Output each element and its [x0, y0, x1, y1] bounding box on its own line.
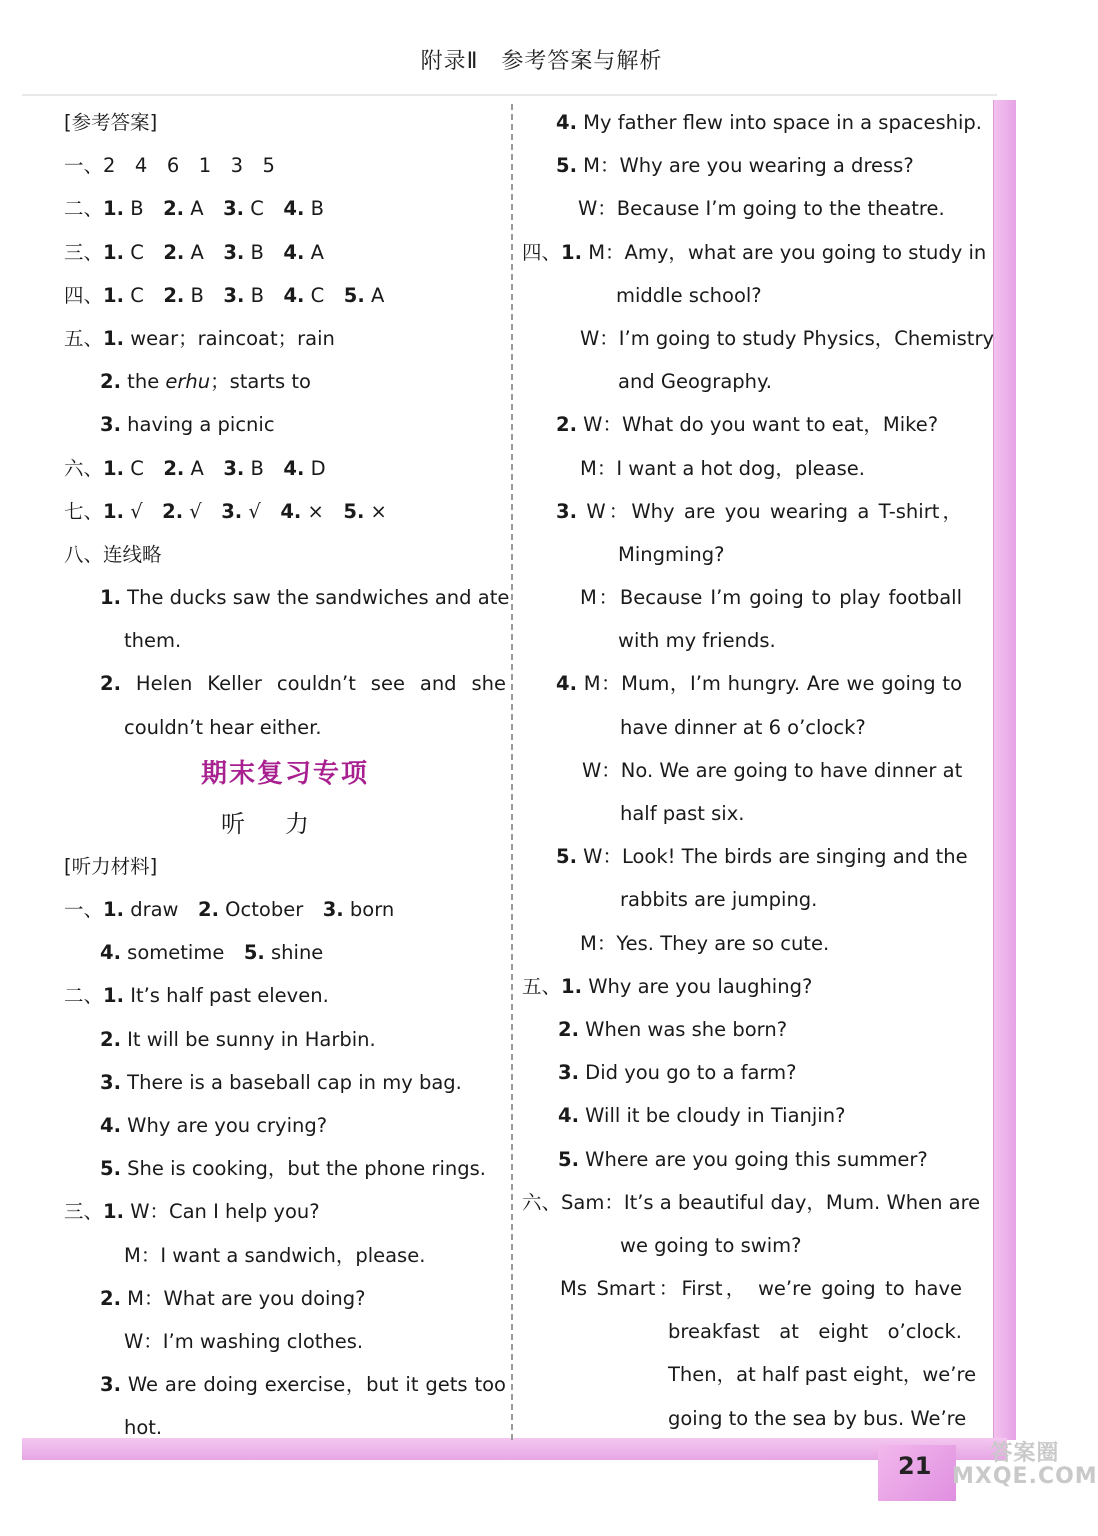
text-line — [64, 1195, 506, 1238]
text-segment: 八、连线略 — [64, 542, 162, 566]
text-segment: 一、2 4 6 1 3 5 — [64, 154, 275, 178]
text-segment: 一、 — [64, 898, 104, 921]
text-segment: B — [244, 240, 284, 264]
text-segment: 五、 — [522, 974, 562, 998]
text-line — [522, 624, 962, 667]
text-segment: born — [343, 898, 395, 921]
text-segment: 听力 — [221, 809, 349, 838]
text-line — [522, 1056, 962, 1099]
item-number: 5. — [556, 154, 577, 178]
text-line — [522, 581, 962, 624]
text-line — [64, 1066, 506, 1109]
text-line — [64, 1368, 506, 1411]
text-line — [522, 408, 962, 451]
text-segment: √ — [183, 499, 222, 523]
text-segment: 二、 — [64, 197, 104, 221]
text-segment: C — [124, 456, 164, 480]
item-number: 2. — [163, 197, 185, 221]
text-segment: C — [304, 283, 344, 307]
item-number: 2. — [163, 240, 185, 264]
text-segment: having a picnic — [120, 413, 275, 437]
item-number: 1. — [561, 974, 582, 998]
text-line — [64, 936, 506, 979]
text-segment: M：I want a hot dog，please. — [580, 456, 865, 480]
text-segment: erhu — [165, 370, 211, 394]
text-line — [522, 322, 995, 365]
text-segment: sometime — [120, 941, 244, 965]
text-segment: 二、 — [64, 984, 104, 1008]
text-segment: M：Amy，what are you going to study in — [582, 240, 987, 264]
text-segment: B — [184, 283, 224, 307]
item-number: 3. — [558, 1061, 579, 1085]
item-number: 5. — [243, 941, 265, 965]
text-segment: we going to swim? — [620, 1233, 802, 1257]
item-number: 3. — [556, 499, 577, 523]
text-segment: M：Because I’m going to play football — [580, 586, 962, 610]
item-number: 1. — [103, 456, 124, 480]
text-line — [64, 1282, 506, 1325]
text-segment: [听力材料] — [64, 854, 158, 878]
text-line — [522, 452, 962, 495]
item-number: 5. — [556, 845, 577, 869]
item-number: 2. — [162, 499, 184, 523]
item-number: 4. — [556, 672, 577, 696]
text-segment: [参考答案] — [64, 111, 158, 134]
text-segment: 五、 — [64, 326, 104, 350]
text-segment: W：Look! The birds are singing and the — [576, 845, 968, 869]
item-number: 2. — [100, 1286, 121, 1310]
text-segment: couldn’t hear either. — [124, 715, 322, 739]
item-number: 5. — [558, 1147, 579, 1171]
item-number: 1. — [103, 283, 124, 307]
text-segment: middle school? — [616, 283, 762, 307]
text-line — [64, 408, 506, 451]
text-segment: Where are you going this summer? — [578, 1147, 928, 1171]
text-segment: 三、 — [64, 1200, 104, 1224]
item-number: 4. — [283, 456, 305, 480]
text-line — [522, 840, 968, 883]
text-line — [522, 1013, 962, 1056]
text-line — [64, 850, 506, 893]
text-line — [522, 1402, 967, 1445]
item-number: 3. — [221, 499, 243, 523]
text-line — [64, 667, 506, 710]
text-segment: 期末复习专项 — [200, 758, 369, 789]
text-segment: Mingming? — [618, 542, 725, 566]
text-segment: √ — [124, 499, 163, 523]
text-segment: W：No. We are going to have dinner at — [582, 758, 963, 782]
text-segment: It’s half past eleven. — [124, 984, 329, 1008]
text-segment: W：Can I help you? — [124, 1200, 320, 1224]
item-number: 1. — [103, 984, 124, 1008]
text-segment: She is cooking，but the phone rings. — [120, 1157, 486, 1181]
text-segment: with my friends. — [618, 629, 776, 653]
text-segment: It will be sunny in Harbin. — [120, 1027, 376, 1051]
text-line — [522, 970, 962, 1013]
text-line — [64, 236, 506, 279]
text-line — [522, 1186, 981, 1229]
text-segment: A — [364, 283, 385, 307]
item-number: 3. — [223, 240, 245, 264]
text-line — [522, 149, 962, 192]
text-line — [64, 979, 506, 1022]
item-number: 1. — [103, 499, 124, 523]
item-number: 4. — [280, 499, 302, 523]
item-number: 2. — [556, 413, 577, 437]
text-line — [64, 893, 506, 936]
page-header-title: 附录Ⅱ 参考答案与解析 — [420, 49, 663, 74]
text-line — [64, 1023, 506, 1066]
side-decoration-bar — [993, 100, 1016, 1440]
text-line — [522, 192, 962, 235]
text-segment: M：Mum，I’m hungry. Are we going to — [576, 672, 962, 696]
text-segment: 七、 — [64, 499, 104, 523]
text-line — [522, 1358, 977, 1401]
item-number: 1. — [103, 898, 124, 921]
text-line — [64, 1152, 506, 1195]
text-segment: √ — [242, 499, 281, 523]
item-number: 3. — [223, 456, 245, 480]
text-line — [64, 538, 506, 581]
text-segment: hot. — [124, 1416, 163, 1440]
text-segment: W：I’m going to study Physics，Chemistry — [580, 326, 995, 350]
text-line — [522, 106, 982, 149]
text-segment: B — [304, 197, 324, 221]
text-segment: 四、 — [64, 283, 104, 307]
text-segment: and Geography. — [618, 370, 772, 394]
item-number: 2. — [558, 1017, 579, 1041]
item-number: 2. — [198, 898, 219, 921]
text-segment: B — [244, 456, 284, 480]
text-segment: ；starts to — [210, 370, 311, 394]
text-segment: W：What do you want to eat，Mike? — [576, 413, 939, 437]
text-segment: D — [304, 456, 326, 480]
item-number: 3. — [223, 197, 245, 221]
page-number: 21 — [898, 1452, 932, 1480]
text-line — [522, 927, 962, 970]
text-segment: the — [120, 370, 166, 394]
text-segment: them. — [124, 629, 182, 653]
text-segment: A — [184, 197, 224, 221]
text-segment: 四、 — [522, 240, 562, 264]
text-segment: M：Why are you wearing a dress? — [576, 154, 914, 178]
text-segment: Did you go to a farm? — [578, 1061, 797, 1085]
item-number: 2. — [100, 1027, 121, 1051]
item-number: 2. — [163, 456, 185, 480]
text-segment: A — [184, 456, 224, 480]
text-line — [64, 279, 506, 322]
text-segment: The ducks saw the sandwiches and ate — [120, 586, 510, 610]
text-line — [64, 192, 506, 235]
text-segment: W：I’m washing clothes. — [124, 1329, 364, 1353]
text-line — [522, 538, 962, 581]
section-subtitle — [64, 804, 506, 850]
text-segment: A — [304, 240, 324, 264]
text-line — [522, 754, 962, 797]
text-segment: Ms Smart：First， we’re going to have — [560, 1277, 962, 1301]
text-line — [64, 106, 506, 149]
item-number: 1. — [103, 240, 124, 264]
text-segment: Helen Keller couldn’t see and she — [120, 672, 506, 696]
text-line — [522, 797, 962, 840]
text-line — [64, 149, 506, 192]
item-number: 3. — [322, 898, 344, 921]
text-segment: There is a baseball cap in my bag. — [120, 1070, 462, 1094]
text-line — [522, 711, 962, 754]
item-number: 1. — [103, 197, 124, 221]
item-number: 1. — [100, 586, 121, 610]
text-segment: My father flew into space in a spaceship. — [576, 111, 982, 134]
text-segment: C — [124, 283, 164, 307]
text-segment: 六、Sam：It’s a beautiful day，Mum. When are — [522, 1190, 981, 1214]
item-number: 3. — [100, 1070, 121, 1094]
text-line — [64, 1411, 506, 1454]
text-segment: half past six. — [620, 802, 745, 825]
text-line — [522, 1099, 962, 1142]
item-number: 3. — [100, 1373, 121, 1397]
text-segment: Why are you laughing? — [582, 974, 813, 998]
text-segment: October — [218, 898, 323, 921]
text-segment: rabbits are jumping. — [620, 888, 818, 912]
item-number: 3. — [100, 413, 121, 437]
text-segment: shine — [264, 941, 324, 965]
text-segment: Then，at half past eight，we’re — [668, 1363, 977, 1387]
text-segment: We are doing exercise，but it gets too — [120, 1373, 506, 1397]
item-number: 5. — [343, 283, 365, 307]
item-number: 3. — [223, 283, 245, 307]
item-number: 4. — [283, 197, 305, 221]
text-line — [522, 667, 962, 710]
text-line — [522, 279, 962, 322]
text-segment: W：Because I’m going to the theatre. — [578, 197, 945, 221]
text-segment: When was she born? — [578, 1017, 788, 1041]
item-number: 4. — [283, 283, 305, 307]
text-line — [64, 1109, 506, 1152]
text-line — [64, 624, 506, 667]
text-line — [64, 1325, 506, 1368]
text-line — [522, 1229, 962, 1272]
text-line — [522, 1143, 962, 1186]
item-number: 2. — [100, 672, 121, 696]
text-segment: B — [244, 283, 284, 307]
item-number: 2. — [100, 370, 121, 394]
item-number: 4. — [283, 240, 305, 264]
item-number: 2. — [163, 283, 185, 307]
left-column — [64, 106, 510, 1454]
text-line — [522, 1272, 962, 1315]
section-title — [64, 754, 506, 804]
text-segment: W：Why are you wearing a T-shirt， — [576, 499, 962, 523]
text-segment: Will it be cloudy in Tianjin? — [578, 1104, 846, 1128]
text-segment: × — [301, 499, 344, 523]
text-segment: A — [184, 240, 224, 264]
text-line — [522, 236, 987, 279]
text-segment: M：What are you doing? — [120, 1286, 366, 1310]
item-number: 4. — [558, 1104, 579, 1128]
text-segment: M：Yes. They are so cute. — [580, 931, 830, 955]
text-line — [64, 711, 506, 754]
text-line — [64, 322, 506, 365]
text-segment: have dinner at 6 o’clock? — [620, 715, 866, 739]
text-segment: 六、 — [64, 456, 104, 480]
text-line — [64, 452, 506, 495]
item-number: 1. — [103, 326, 124, 350]
text-line — [522, 883, 962, 926]
text-segment: × — [364, 499, 387, 523]
item-number: 5. — [100, 1157, 121, 1181]
text-segment: 三、 — [64, 240, 104, 264]
text-line — [64, 495, 506, 538]
text-segment: C — [244, 197, 284, 221]
header-rule — [22, 94, 997, 96]
text-line — [522, 495, 962, 538]
text-segment: breakfast at eight o’clock. — [668, 1320, 962, 1344]
item-number: 4. — [556, 111, 577, 134]
item-number: 1. — [561, 240, 582, 264]
text-segment: C — [124, 240, 164, 264]
text-segment: B — [124, 197, 164, 221]
item-number: 4. — [100, 941, 121, 965]
text-segment: M：I want a sandwich，please. — [124, 1243, 426, 1267]
column-divider — [511, 104, 513, 1440]
item-number: 5. — [343, 499, 365, 523]
text-line — [64, 365, 506, 408]
text-line — [64, 581, 510, 624]
right-column — [522, 106, 995, 1445]
text-line — [64, 1239, 506, 1282]
item-number: 4. — [100, 1113, 121, 1137]
text-segment: wear；raincoat；rain — [124, 326, 335, 350]
text-segment: draw — [124, 898, 198, 921]
text-line — [522, 1315, 962, 1358]
watermark-logo: 答案圈 MXQE.COM — [952, 1441, 1098, 1490]
text-segment: Why are you crying? — [120, 1113, 328, 1137]
text-line — [522, 365, 962, 408]
item-number: 1. — [103, 1200, 124, 1224]
text-segment: going to the sea by bus. We’re — [668, 1406, 967, 1430]
